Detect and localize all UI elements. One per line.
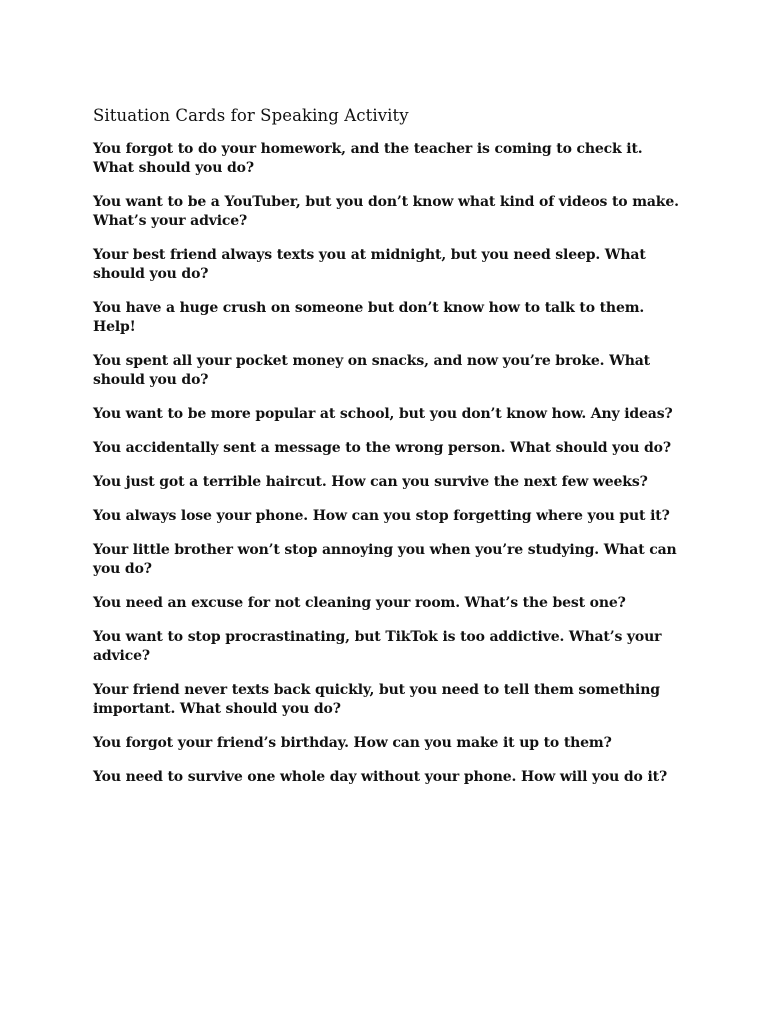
situation-card-8: You just got a terrible haircut. How can you survive the next few weeks? — [93, 474, 648, 490]
situation-card-7: You accidentally sent a message to the wrong person. What should you do? — [93, 440, 671, 456]
situation-card-12: You want to stop procrastinating, but TikTok is too addictive. What’s your advice? — [93, 629, 662, 664]
situation-card-2: You want to be a YouTuber, but you don’t know what kind of videos to make. What’s your advice? — [93, 194, 679, 229]
situation-card-4: You have a huge crush on someone but don’t know how to talk to them. Help! — [93, 300, 645, 335]
situation-card-13: Your friend never texts back quickly, but you need to tell them something important. What should you do? — [93, 682, 660, 717]
situation-card-14: You forgot your friend’s birthday. How can you make it up to them? — [93, 735, 612, 751]
situation-card-15: You need to survive one whole day without your phone. How will you do it? — [93, 769, 667, 785]
situation-card-6: You want to be more popular at school, but you don’t know how. Any ideas? — [93, 406, 673, 422]
situation-card-10: Your little brother won’t stop annoying you when you’re studying. What can you do? — [93, 542, 677, 577]
document-page — [93, 104, 683, 802]
situation-card-3: Your best friend always texts you at midnight, but you need sleep. What should you do? — [93, 247, 646, 282]
situation-card-list — [93, 140, 683, 787]
page-title: Situation Cards for Speaking Activity — [93, 106, 409, 125]
situation-card-11: You need an excuse for not cleaning your room. What’s the best one? — [93, 595, 626, 611]
situation-card-1: You forgot to do your homework, and the teacher is coming to check it. What should you do? — [93, 141, 643, 176]
situation-card-9: You always lose your phone. How can you stop forgetting where you put it? — [93, 508, 670, 524]
situation-card-5: You spent all your pocket money on snacks, and now you’re broke. What should you do? — [93, 353, 650, 388]
